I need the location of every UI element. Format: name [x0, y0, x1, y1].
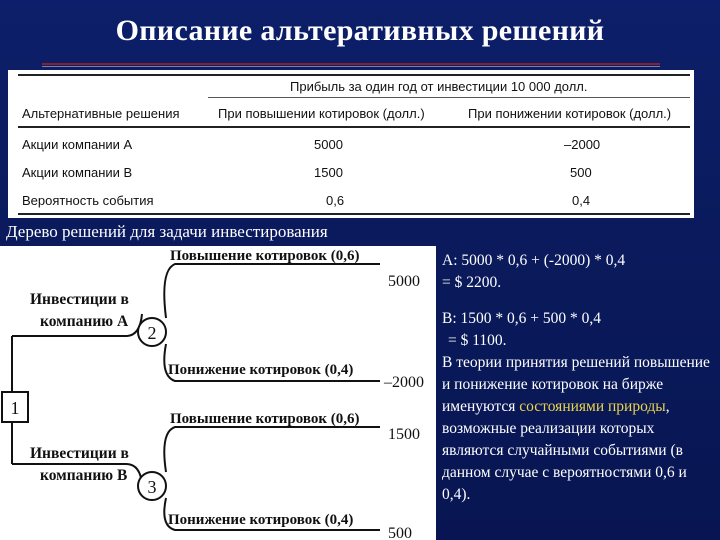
- b-down-value: 500: [388, 525, 412, 540]
- calc-b-line2: = $ 1100.: [448, 332, 507, 349]
- chance-node-b-label: 3: [147, 477, 157, 497]
- table-row-a-up: 5000: [314, 137, 343, 152]
- table-top-rule: [18, 74, 690, 76]
- a-down-label: Понижение котировок (0,4): [168, 362, 354, 378]
- b-up-label: Повышение котировок (0,6): [170, 411, 360, 427]
- tree-caption: Дерево решений для задачи инвестирования: [6, 222, 328, 241]
- table-row-b-name: Акции компании B: [22, 165, 133, 180]
- title-divider-secondary: [42, 66, 660, 67]
- table-col-header-alternatives: Альтернативные решения: [22, 106, 180, 121]
- calc-a: [442, 250, 716, 294]
- table-row-b-up: 1500: [314, 165, 343, 180]
- table-col-header-up: При повышении котировок (долл.): [218, 106, 425, 121]
- root-node-label: 1: [10, 398, 20, 418]
- a-down-value: –2000: [384, 374, 424, 391]
- branch-b-label-line2: компанию B: [40, 467, 128, 484]
- table-row-prob-up: 0,6: [326, 193, 345, 208]
- a-up-label: Повышение котировок (0,6): [170, 248, 360, 264]
- title-divider: [42, 63, 660, 65]
- a-up-value: 5000: [388, 273, 420, 290]
- branch-b-label-line1: Инвестиции в: [30, 445, 129, 462]
- decision-tree-svg: [0, 246, 436, 540]
- b-up-value: 1500: [388, 426, 420, 443]
- table-bottom-rule: [18, 213, 690, 215]
- table-row-a-name: Акции компании A: [22, 137, 133, 152]
- b-down-label: Понижение котировок (0,4): [168, 512, 354, 528]
- explanation-highlight: состояниями природы: [519, 398, 666, 415]
- slide-title: Описание альтеративных решений: [115, 14, 605, 47]
- table-row-prob-down: 0,4: [572, 193, 591, 208]
- calc-a-line1: A: 5000 * 0,6 + (-2000) * 0,4: [442, 252, 626, 269]
- explanation-paragraph: [442, 352, 716, 506]
- branch-a-label-line1: Инвестиции в: [30, 291, 129, 308]
- table-group-header: Прибыль за один год от инвестиции 10 000 долл.: [290, 79, 588, 94]
- calc-a-line2: = $ 2200.: [442, 274, 502, 291]
- decision-tree: [0, 246, 436, 540]
- explanation-text-before: В теории принятия решений повышение и понижение котировок на бирже именуются: [442, 354, 710, 415]
- table-group-rule: [208, 97, 690, 98]
- table-header-rule: [18, 126, 690, 128]
- calc-b-line1: B: 1500 * 0,6 + 500 * 0,4: [442, 310, 602, 327]
- table-row-a-down: –2000: [564, 137, 601, 152]
- b-up-line: [164, 427, 380, 472]
- table-row-b-down: 500: [570, 165, 592, 180]
- a-up-line: [164, 264, 380, 318]
- chance-node-a-label: 2: [147, 323, 157, 343]
- branch-a-label-line2: компанию A: [40, 313, 129, 330]
- table-row-prob-name: Вероятность события: [22, 193, 154, 208]
- calc-b-and-explanation: [442, 308, 716, 506]
- explanation-text-after: , возможные реализации которых являются случайными событиями (в данном случае с вероятностями 0,6 и 0,4).: [442, 398, 687, 503]
- payoff-table: [8, 70, 694, 218]
- table-col-header-down: При понижении котировок (долл.): [468, 106, 672, 121]
